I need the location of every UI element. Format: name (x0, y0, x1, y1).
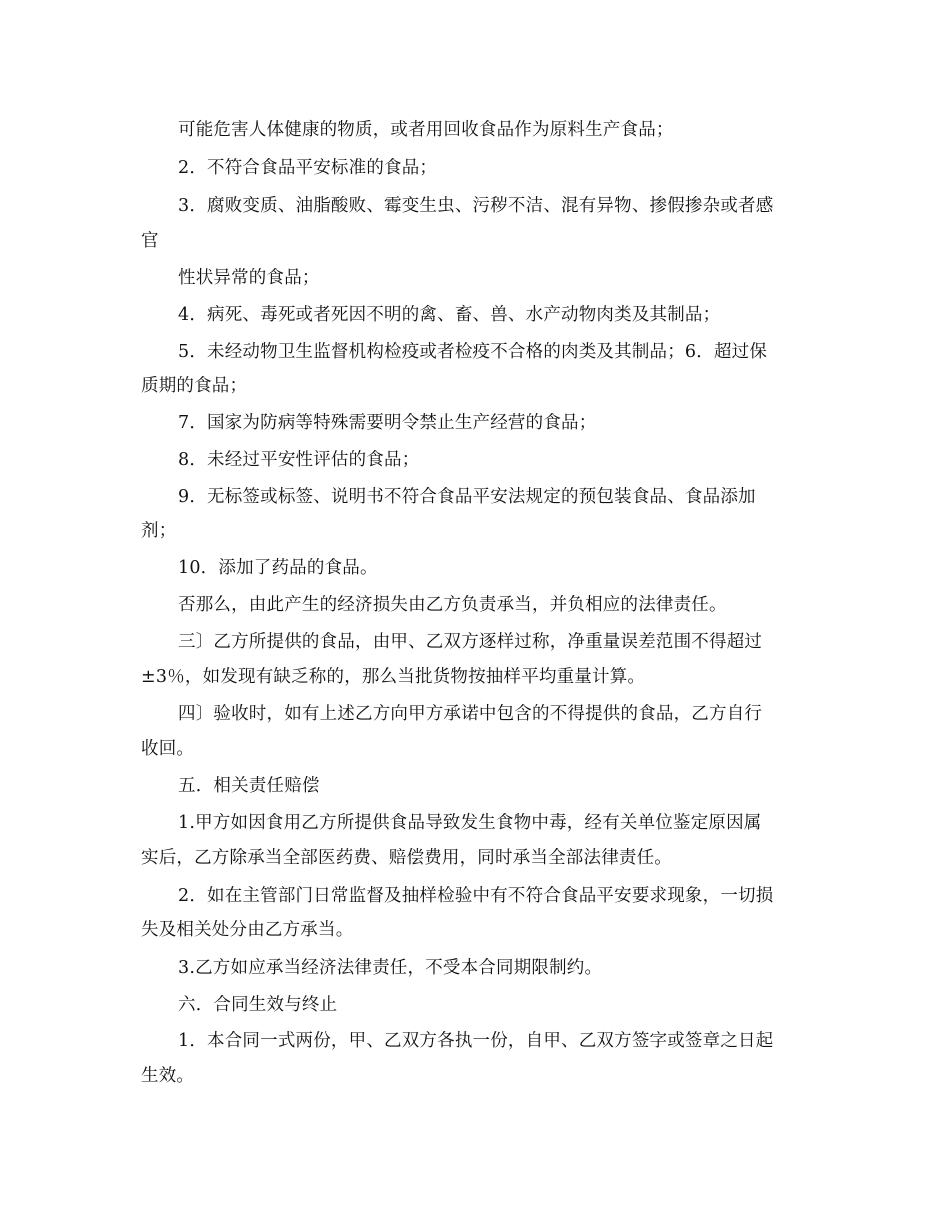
text-line: 失及相关处分由乙方承当。 (141, 920, 354, 940)
text-line: 质期的食品； (141, 376, 248, 396)
text-line: 2．不符合食品平安标准的食品； (178, 158, 438, 178)
text-line: 三〕乙方所提供的食品，由甲、乙双方逐样过称，净重量误差范围不得超过 (178, 632, 763, 652)
text-line: 生效。 (141, 1066, 195, 1086)
section-heading: 六．合同生效与终止 (178, 995, 338, 1015)
text-line: 性状异常的食品； (178, 268, 320, 288)
text-line: 7．国家为防病等特殊需要明令禁止生产经营的食品； (178, 413, 597, 433)
text-line: 1．本合同一式两份，甲、乙双方各执一份，自甲、乙双方签字或签章之日起 (178, 1031, 774, 1051)
text-line: 官 (141, 231, 159, 251)
text-line: 可能危害人体健康的物质，或者用回收食品作为原料生产食品； (178, 120, 674, 140)
text-line: 2．如在主管部门日常监督及抽样检验中有不符合食品平安要求现象，一切损 (178, 886, 774, 906)
text-line: 3．腐败变质、油脂酸败、霉变生虫、污秽不洁、混有异物、掺假掺杂或者感 (178, 196, 774, 216)
text-line: 9．无标签或标签、说明书不符合食品平安法规定的预包装食品、食品添加 (178, 487, 756, 507)
text-line: 实后，乙方除承当全部医药费、赔偿费用，同时承当全部法律责任。 (141, 848, 672, 868)
text-line: 否那么，由此产生的经济损失由乙方负责承当，并负相应的法律责任。 (178, 595, 727, 615)
text-line: 剂； (141, 521, 177, 541)
text-line: 1.甲方如因食用乙方所提供食品导致发生食物中毒，经有关单位鉴定原因属 (178, 813, 762, 833)
text-line: 四〕验收时，如有上述乙方向甲方承诺中包含的不得提供的食品，乙方自行 (178, 704, 763, 724)
text-line: 3.乙方如应承当经济法律责任，不受本合同期限制约。 (178, 958, 603, 978)
section-heading: 五．相关责任赔偿 (178, 776, 320, 796)
text-line: 4．病死、毒死或者死因不明的禽、畜、兽、水产动物肉类及其制品； (178, 305, 721, 325)
text-line: 8．未经过平安性评估的食品； (178, 450, 420, 470)
text-line: 5．未经动物卫生监督机构检疫或者检疫不合格的肉类及其制品；6．超过保 (178, 342, 768, 362)
text-line: 10．添加了药品的食品。 (178, 558, 378, 578)
text-line: ±3％，如发现有缺乏称的，那么当批货物按抽样平均重量计算。 (141, 667, 646, 687)
text-line: 收回。 (141, 739, 195, 759)
